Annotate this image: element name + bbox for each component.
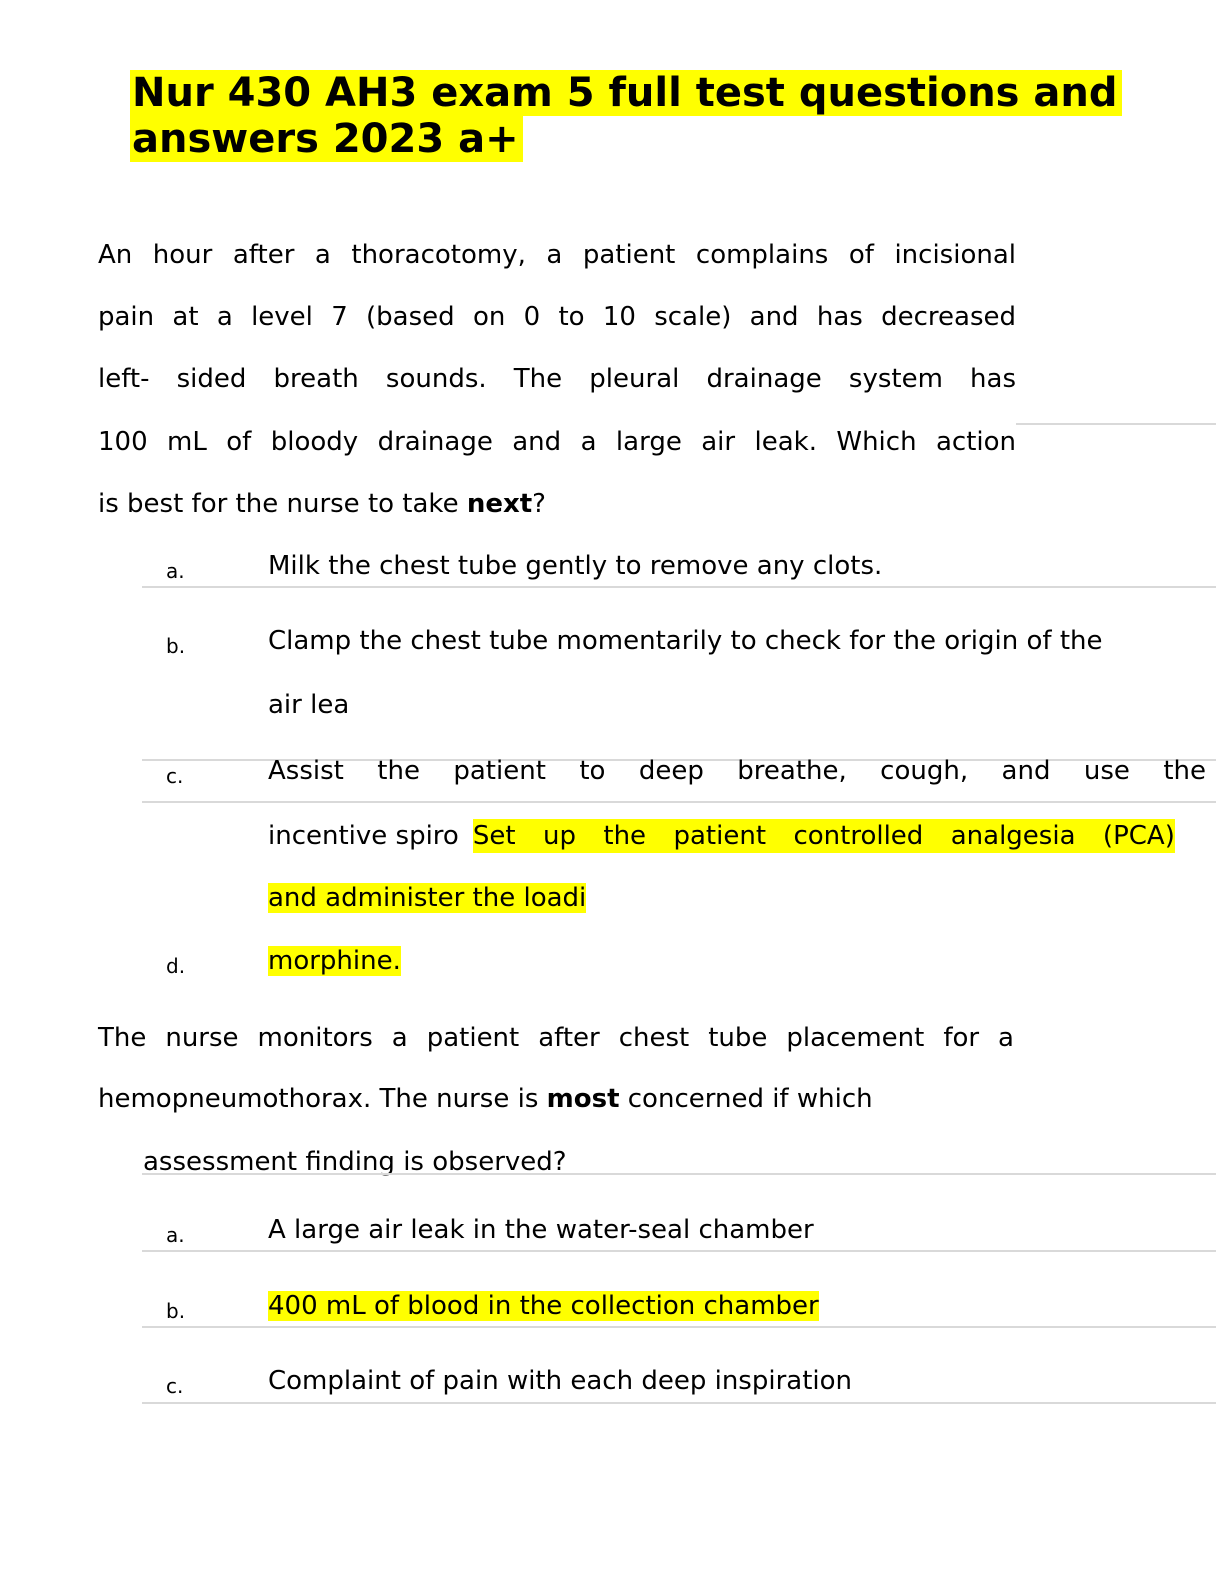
question1-line-5-suffix: ? <box>532 489 546 519</box>
q1-option-d-text <box>268 944 401 978</box>
q1-option-c-line-2-text: incentive spiro <box>268 821 459 851</box>
title-line-1: Nur 430 AH3 exam 5 full test questions and <box>130 70 1122 116</box>
q1-option-c-highlight-continued: and administer the loadi <box>268 883 587 913</box>
q2-option-a-letter: a. <box>166 1223 185 1247</box>
question2-line-2 <box>98 1082 873 1116</box>
rule-line <box>1016 423 1216 425</box>
q2-option-b-letter: b. <box>166 1299 186 1323</box>
q1-option-b-line-2: air lea <box>268 690 350 720</box>
q2-option-a-text: A large air leak in the water-seal chamber <box>268 1215 814 1245</box>
q1-option-a-letter: a. <box>166 559 185 583</box>
q1-option-d-letter: d. <box>166 954 186 978</box>
document-title <box>130 70 1130 162</box>
question2-line-2-suffix: concerned if which <box>619 1084 873 1114</box>
rule-line <box>142 1173 1216 1175</box>
question1-line-4: 100 mL of bloody drainage and a large air leak. Which action <box>98 427 1016 457</box>
rule-line <box>142 1402 1216 1404</box>
question2-line-3: assessment finding is observed? <box>143 1147 567 1177</box>
question2-line-1: The nurse monitors a patient after chest tube placement for a <box>98 1023 1014 1053</box>
rule-line <box>142 1326 1216 1328</box>
q1-option-c-letter: c. <box>166 764 184 788</box>
q1-option-b-letter: b. <box>166 634 186 658</box>
title-line-2: answers 2023 a+ <box>130 116 523 162</box>
q1-option-c-line-3 <box>268 881 586 915</box>
question1-line-3: left- sided breath sounds. The pleural drainage system has <box>98 364 1016 394</box>
q1-option-c-line-1: Assist the patient to deep breathe, cough, and use the <box>268 756 1206 786</box>
q1-option-d-highlight: morphine. <box>268 946 401 976</box>
question2-emphasis-most: most <box>546 1084 620 1114</box>
question1-emphasis-next: next <box>466 489 533 519</box>
question1-line-5-prefix: is best for the nurse to take <box>98 489 467 519</box>
rule-line <box>142 801 1216 803</box>
q1-option-c-line-2 <box>268 819 1175 853</box>
rule-line <box>142 1250 1216 1252</box>
q1-option-a-text: Milk the chest tube gently to remove any clots. <box>268 551 883 581</box>
q2-option-c-text: Complaint of pain with each deep inspiration <box>268 1366 852 1396</box>
rule-line <box>142 586 1216 588</box>
question1-line-2: pain at a level 7 (based on 0 to 10 scale) and has decreased <box>98 302 1016 332</box>
q1-option-c-highlight: Set up the patient controlled analgesia (PCA) <box>472 821 1175 851</box>
question2-line-2-prefix: hemopneumothorax. The nurse is <box>98 1084 547 1114</box>
q1-option-b-line-1: Clamp the chest tube momentarily to check for the origin of the <box>268 626 1103 656</box>
question1-line-1: An hour after a thoracotomy, a patient complains of incisional <box>98 240 1016 270</box>
q2-option-c-letter: c. <box>166 1374 184 1398</box>
q2-option-b-highlight: 400 mL of blood in the collection chamber <box>268 1291 819 1321</box>
question1-line-5 <box>98 487 546 521</box>
q2-option-b-text <box>268 1289 819 1323</box>
